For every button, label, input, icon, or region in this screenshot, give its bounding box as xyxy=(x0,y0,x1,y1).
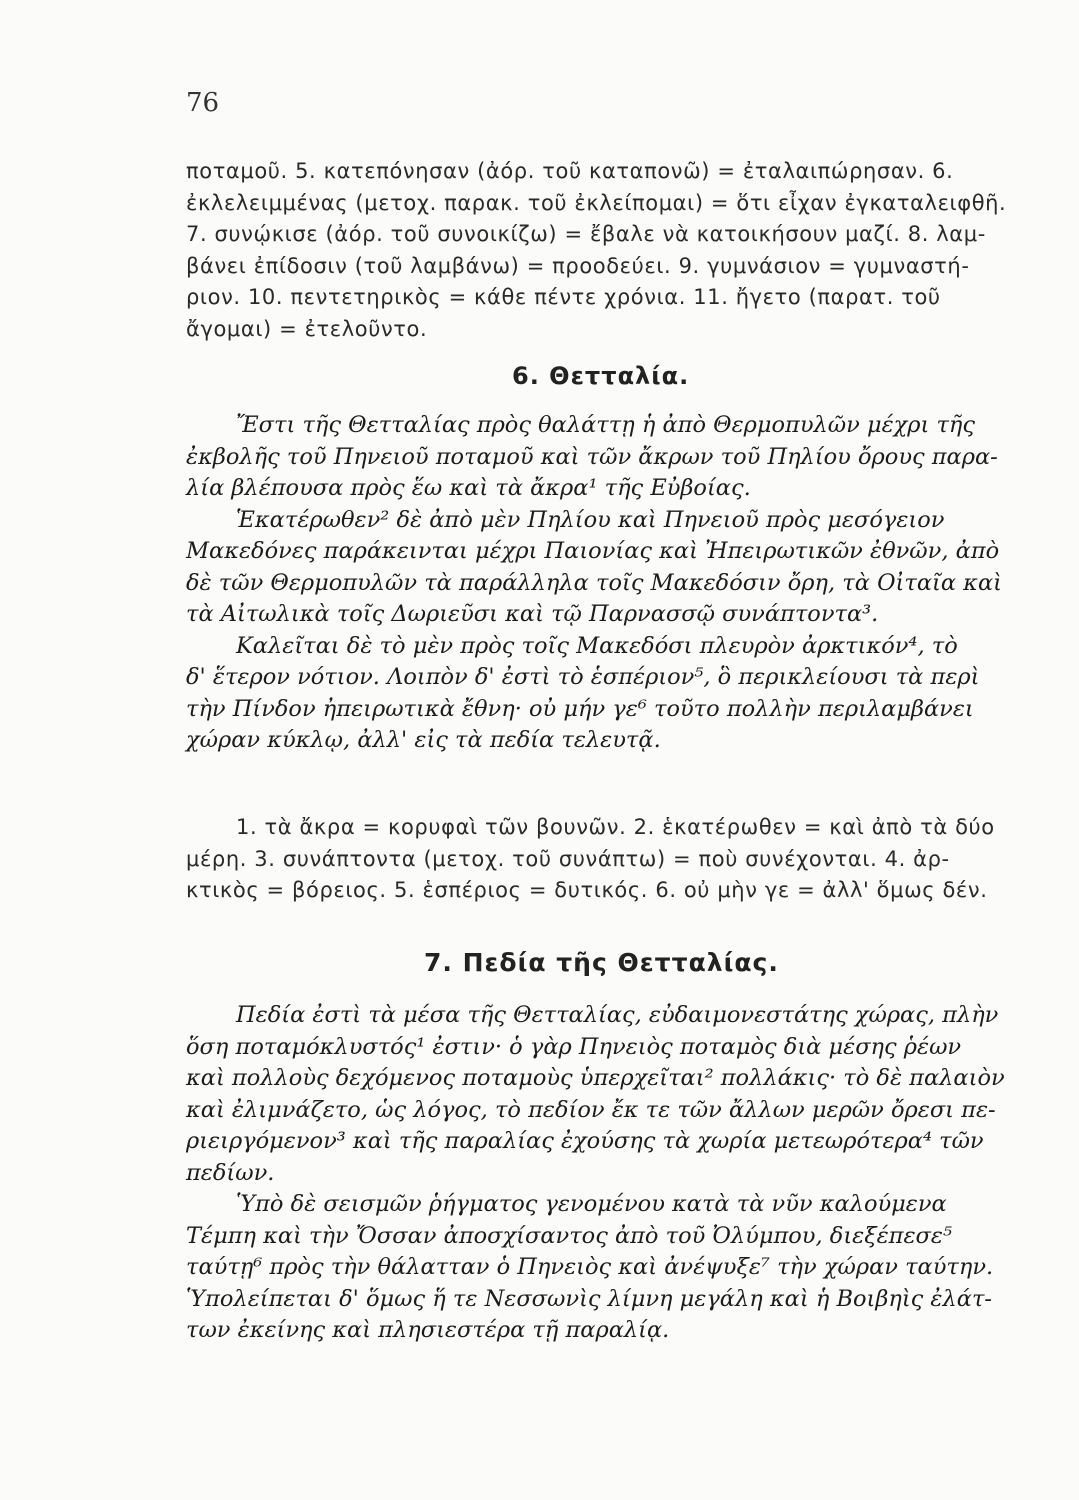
text-line: δ' ἕτερον νότιον. Λοιπὸν δ' ἐστὶ τὸ ἑσπέριον⁵, ὃ περικλείουσι τὰ περὶ xyxy=(186,664,980,690)
text-line: καὶ πολλοὺς δεχόμενος ποταμοὺς ὑπερχεῖται² πολλάκις· τὸ δὲ παλαιὸν xyxy=(186,1065,1005,1091)
text-line: ὅση ποταμόκλυστός¹ ἐστιν· ὁ γὰρ Πηνειὸς ποταμὸς διὰ μέσης ῥέων xyxy=(186,1033,962,1060)
text-line: καὶ ἐλιμνάζετο, ὡς λόγος, τὸ πεδίον ἔκ τε τῶν ἄλλων μερῶν ὄρεσι πε- xyxy=(186,1096,996,1123)
text-line: των ἐκείνης καὶ πλησιεστέρα τῇ παραλίᾳ. xyxy=(186,1317,670,1343)
text-line: ἐκβολῆς τοῦ Πηνειοῦ ποταμοῦ καὶ τῶν ἄκρων τοῦ Πηλίου ὄρους παρα- xyxy=(186,443,998,470)
note-line: ἐκλελειμμένας (μετοχ. παρακ. τοῦ ἐκλείπομαι) = ὅτι εἶχαν ἐγκαταλειφθῆ. xyxy=(186,190,1007,215)
note-line: ποταμοῦ. 5. κατεπόνησαν (ἀόρ. τοῦ καταπονῶ) = ἐταλαιπώρησαν. 6. xyxy=(186,159,954,183)
note-line: 1. τὰ ἄκρα = κορυφαὶ τῶν βουνῶν. 2. ἑκατέρωθεν = καὶ ἀπὸ τὰ δύο xyxy=(236,815,995,839)
note-line: ριον. 10. πεντετηρικὸς = κάθε πέντε χρόνια. 11. ἤγετο (παρατ. τοῦ xyxy=(186,285,941,309)
page-number: 76 xyxy=(186,88,220,118)
section-heading-7: 7. Πεδία τῆς Θετταλίας. xyxy=(424,948,779,977)
text-line: λία βλέπουσα πρὸς ἕω καὶ τὰ ἄκρα¹ τῆς Εὐβοίας. xyxy=(186,475,751,501)
text-line: πεδίων. xyxy=(186,1159,275,1186)
text-line: Μακεδόνες παράκεινται μέχρι Παιονίας καὶ Ἠπειρωτικῶν ἐθνῶν, ἀπὸ xyxy=(186,538,1000,564)
text-line: Ἑκατέρωθεν² δὲ ἀπὸ μὲν Πηλίου καὶ Πηνειοῦ πρὸς μεσόγειον xyxy=(236,506,945,533)
note-line: 7. συνῴκισε (ἀόρ. τοῦ συνοικίζω) = ἔβαλε νὰ κατοικήσουν μαζί. 8. λαμ- xyxy=(186,222,986,246)
note-line: μέρη. 3. συνάπτοντα (μετοχ. τοῦ συνάπτω) = ποὺ συνέχονται. 4. ἀρ- xyxy=(186,846,950,871)
text-line: ριειργόμενον³ καὶ τῆς παραλίας ἐχούσης τὰ χωρία μετεωρότερα⁴ τῶν xyxy=(186,1128,984,1154)
text-line: Τέμπη καὶ τὴν Ὄσσαν ἀποσχίσαντος ἀπὸ τοῦ Ὀλύμπου, διεξέπεσε⁵ xyxy=(186,1222,952,1249)
text-line: χώραν κύκλῳ, ἀλλ' εἰς τὰ πεδία τελευτᾷ. xyxy=(186,727,661,753)
text-line: Καλεῖται δὲ τὸ μὲν πρὸς τοῖς Μακεδόσι πλευρὸν ἀρκτικόν⁴, τὸ xyxy=(236,632,958,659)
text-line: τὴν Πίνδον ἠπειρωτικὰ ἔθνη· οὐ μήν γε⁶ τοῦτο πολλὴν περιλαμβάνει xyxy=(186,695,974,722)
text-line: Ὑπολείπεται δ' ὅμως ἥ τε Νεσσωνὶς λίμνη μεγάλη καὶ ἡ Βοιβηὶς ἐλάτ- xyxy=(186,1285,992,1312)
text-line: δὲ τῶν Θερμοπυλῶν τὰ παράλληλα τοῖς Μακεδόσιν ὄρη, τὰ Οἰταῖα καὶ xyxy=(186,569,1002,596)
footnotes-section-6 xyxy=(186,812,1012,907)
section-heading-6: 6. Θετταλία. xyxy=(512,362,690,390)
text-line: τὰ Αἰτωλικὰ τοῖς Δωριεῦσι καὶ τῷ Παρνασσῷ συνάπτοντα³. xyxy=(186,601,879,627)
text-line: Πεδία ἐστὶ τὰ μέσα τῆς Θετταλίας, εὐδαιμονεστάτης χώρας, πλὴν xyxy=(236,1002,999,1028)
text-line: Ἔστι τῆς Θετταλίας πρὸς θαλάττῃ ἡ ἀπὸ Θερμοπυλῶν μέχρι τῆς xyxy=(236,412,976,438)
text-line: ταύτῃ⁶ πρὸς τὴν θάλατταν ὁ Πηνειὸς καὶ ἀνέψυξε⁷ τὴν χώραν ταύτην. xyxy=(186,1254,994,1280)
section-6-body xyxy=(186,410,1012,757)
note-line: ἄγομαι) = ἐτελοῦντο. xyxy=(186,316,428,341)
section-7-body xyxy=(186,1000,1012,1347)
note-line: κτικὸς = βόρειος. 5. ἑσπέριος = δυτικός. 6. οὐ μὴν γε = ἀλλ' ὅμως δέν. xyxy=(186,878,988,902)
footnotes-top xyxy=(186,156,1012,345)
text-line: Ὑπὸ δὲ σεισμῶν ῥήγματος γενομένου κατὰ τὰ νῦν καλούμενα xyxy=(236,1191,947,1217)
note-line: βάνει ἐπίδοσιν (τοῦ λαμβάνω) = προοδεύει. 9. γυμνάσιον = γυμναστή- xyxy=(186,253,970,278)
